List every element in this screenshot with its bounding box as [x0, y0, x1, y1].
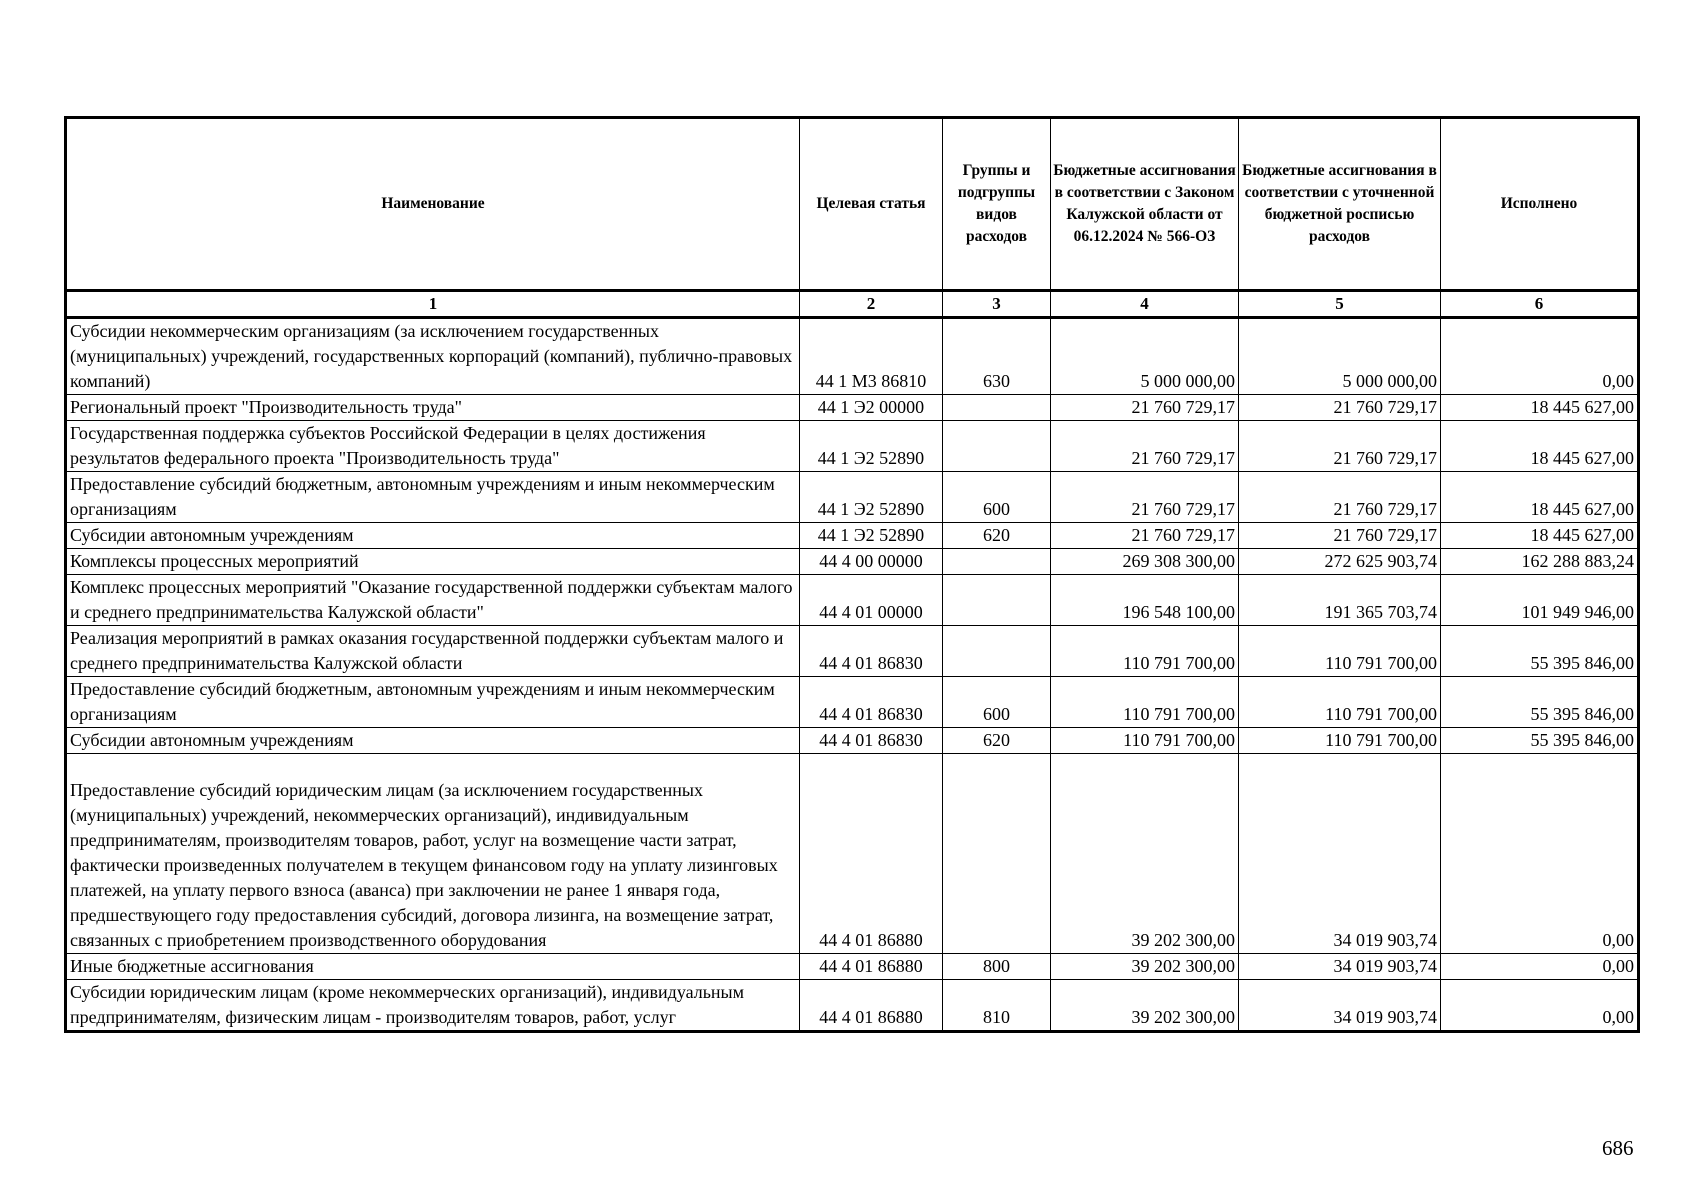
- row-law-allocation: 5 000 000,00: [1051, 318, 1239, 395]
- row-expense-group: 620: [943, 523, 1051, 549]
- header-law-allocations: Бюджетные ассигнования в соответствии с Законом Калужской области от 06.12.2024 № 566-ОЗ: [1051, 118, 1239, 291]
- row-refined-allocation: 191 365 703,74: [1239, 575, 1441, 626]
- row-refined-allocation: 110 791 700,00: [1239, 677, 1441, 728]
- row-target-article: 44 1 Э2 00000: [800, 395, 943, 421]
- table-row: [66, 728, 1639, 754]
- row-target-article: 44 4 01 86880: [800, 980, 943, 1032]
- row-target-article: 44 1 М3 86810: [800, 318, 943, 395]
- column-number: 1: [66, 291, 800, 318]
- row-name: Субсидии автономным учреждениям: [66, 728, 800, 754]
- table-row: [66, 549, 1639, 575]
- row-refined-allocation: 110 791 700,00: [1239, 626, 1441, 677]
- budget-table-container: [64, 116, 1637, 1033]
- row-executed: 0,00: [1441, 318, 1639, 395]
- row-law-allocation: 21 760 729,17: [1051, 472, 1239, 523]
- row-executed: 0,00: [1441, 754, 1639, 954]
- table-row: [66, 980, 1639, 1032]
- row-name: Комплексы процессных мероприятий: [66, 549, 800, 575]
- row-refined-allocation: 5 000 000,00: [1239, 318, 1441, 395]
- table-row: [66, 754, 1639, 954]
- row-law-allocation: 39 202 300,00: [1051, 754, 1239, 954]
- row-expense-group: 600: [943, 472, 1051, 523]
- row-name: Комплекс процессных мероприятий "Оказание государственной поддержки субъектам малого и среднего предпринимательства Калужской области": [66, 575, 800, 626]
- row-target-article: 44 4 01 86880: [800, 754, 943, 954]
- row-expense-group: [943, 626, 1051, 677]
- row-law-allocation: 21 760 729,17: [1051, 421, 1239, 472]
- row-name: Предоставление субсидий бюджетным, автономным учреждениям и иным некоммерческим организациям: [66, 677, 800, 728]
- row-name: Реализация мероприятий в рамках оказания государственной поддержки субъектам малого и среднего предпринимательства Калужской области: [66, 626, 800, 677]
- row-target-article: 44 4 01 86830: [800, 728, 943, 754]
- row-name: Государственная поддержка субъектов Российской Федерации в целях достижения результатов федерального проекта "Производительность труда": [66, 421, 800, 472]
- row-expense-group: 600: [943, 677, 1051, 728]
- row-law-allocation: 110 791 700,00: [1051, 626, 1239, 677]
- row-executed: 18 445 627,00: [1441, 395, 1639, 421]
- row-refined-allocation: 21 760 729,17: [1239, 472, 1441, 523]
- row-refined-allocation: 34 019 903,74: [1239, 980, 1441, 1032]
- row-name: Предоставление субсидий юридическим лицам (за исключением государственных (муниципальных) учреждений, некоммерческих организаций), индивидуальным предпринимателям, производителям товаров, работ, услуг на возмещение части затрат, фактически произведенных получателем в текущем финансовом году на уплату лизинговых платежей, на уплату первого взноса (аванса) при заключении не ранее 1 января года, предшествующего году предоставления субсидий, договора лизинга, на возмещение затрат, связанных с приобретением производственного оборудования: [66, 754, 800, 954]
- row-expense-group: 810: [943, 980, 1051, 1032]
- table-row: [66, 472, 1639, 523]
- row-refined-allocation: 21 760 729,17: [1239, 421, 1441, 472]
- row-name: Предоставление субсидий бюджетным, автономным учреждениям и иным некоммерческим организациям: [66, 472, 800, 523]
- table-row: [66, 395, 1639, 421]
- column-number: 6: [1441, 291, 1639, 318]
- row-refined-allocation: 34 019 903,74: [1239, 954, 1441, 980]
- row-expense-group: [943, 549, 1051, 575]
- row-executed: 55 395 846,00: [1441, 677, 1639, 728]
- header-expense-groups: Группы и подгруппы видов расходов: [943, 118, 1051, 291]
- row-name: Субсидии автономным учреждениям: [66, 523, 800, 549]
- row-target-article: 44 4 01 86830: [800, 677, 943, 728]
- page-number: 686: [1602, 1136, 1634, 1160]
- row-refined-allocation: 21 760 729,17: [1239, 523, 1441, 549]
- table-row: [66, 677, 1639, 728]
- column-number-row: [66, 291, 1639, 318]
- row-target-article: 44 4 01 86880: [800, 954, 943, 980]
- row-target-article: 44 4 01 86830: [800, 626, 943, 677]
- row-law-allocation: 39 202 300,00: [1051, 954, 1239, 980]
- row-expense-group: [943, 754, 1051, 954]
- table-row: [66, 954, 1639, 980]
- row-name: Субсидии юридическим лицам (кроме некоммерческих организаций), индивидуальным предпринимателям, физическим лицам - производителям товаров, работ, услуг: [66, 980, 800, 1032]
- row-target-article: 44 1 Э2 52890: [800, 421, 943, 472]
- header-refined-allocations: Бюджетные ассигнования в соответствии с уточненной бюджетной росписью расходов: [1239, 118, 1441, 291]
- row-expense-group: [943, 395, 1051, 421]
- table-row: [66, 575, 1639, 626]
- column-number: 2: [800, 291, 943, 318]
- table-row: [66, 523, 1639, 549]
- column-number: 5: [1239, 291, 1441, 318]
- table-row: [66, 421, 1639, 472]
- row-expense-group: 620: [943, 728, 1051, 754]
- row-law-allocation: 21 760 729,17: [1051, 523, 1239, 549]
- row-name: Региональный проект "Производительность труда": [66, 395, 800, 421]
- row-target-article: 44 4 00 00000: [800, 549, 943, 575]
- row-executed: 101 949 946,00: [1441, 575, 1639, 626]
- row-executed: 0,00: [1441, 954, 1639, 980]
- row-executed: 162 288 883,24: [1441, 549, 1639, 575]
- column-number: 4: [1051, 291, 1239, 318]
- row-law-allocation: 269 308 300,00: [1051, 549, 1239, 575]
- budget-execution-table: [64, 116, 1640, 1033]
- row-law-allocation: 110 791 700,00: [1051, 677, 1239, 728]
- row-executed: 55 395 846,00: [1441, 728, 1639, 754]
- table-row: [66, 318, 1639, 395]
- row-refined-allocation: 272 625 903,74: [1239, 549, 1441, 575]
- row-law-allocation: 196 548 100,00: [1051, 575, 1239, 626]
- row-refined-allocation: 34 019 903,74: [1239, 754, 1441, 954]
- row-name: Иные бюджетные ассигнования: [66, 954, 800, 980]
- row-expense-group: [943, 575, 1051, 626]
- row-target-article: 44 1 Э2 52890: [800, 523, 943, 549]
- row-name: Субсидии некоммерческим организациям (за исключением государственных (муниципальных) учреждений, государственных корпораций (компаний), публично-правовых компаний): [66, 318, 800, 395]
- row-law-allocation: 21 760 729,17: [1051, 395, 1239, 421]
- row-executed: 55 395 846,00: [1441, 626, 1639, 677]
- row-expense-group: 630: [943, 318, 1051, 395]
- row-expense-group: [943, 421, 1051, 472]
- row-executed: 18 445 627,00: [1441, 523, 1639, 549]
- header-executed: Исполнено: [1441, 118, 1639, 291]
- table-header-row: [66, 118, 1639, 291]
- row-expense-group: 800: [943, 954, 1051, 980]
- table-row: [66, 626, 1639, 677]
- row-target-article: 44 4 01 00000: [800, 575, 943, 626]
- row-executed: 0,00: [1441, 980, 1639, 1032]
- header-target-article: Целевая статья: [800, 118, 943, 291]
- header-name: Наименование: [66, 118, 800, 291]
- row-executed: 18 445 627,00: [1441, 472, 1639, 523]
- row-refined-allocation: 110 791 700,00: [1239, 728, 1441, 754]
- column-number: 3: [943, 291, 1051, 318]
- row-refined-allocation: 21 760 729,17: [1239, 395, 1441, 421]
- row-law-allocation: 39 202 300,00: [1051, 980, 1239, 1032]
- row-law-allocation: 110 791 700,00: [1051, 728, 1239, 754]
- row-target-article: 44 1 Э2 52890: [800, 472, 943, 523]
- row-executed: 18 445 627,00: [1441, 421, 1639, 472]
